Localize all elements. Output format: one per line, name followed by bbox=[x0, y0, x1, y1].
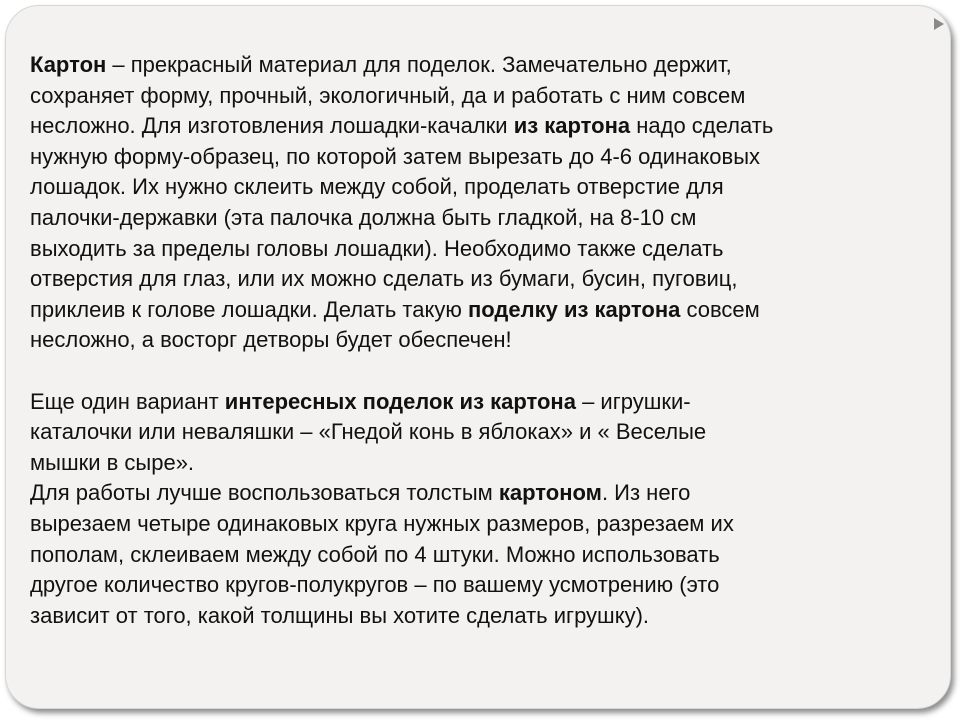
text-line bbox=[30, 234, 910, 265]
text-run: зависит от того, какой толщины вы хотите сделать игрушку). bbox=[30, 602, 650, 628]
text-line bbox=[30, 142, 910, 173]
text-run: – игрушки- bbox=[575, 388, 691, 414]
text-run: несложно. Для изготовления лошадки-качалки bbox=[30, 113, 514, 139]
text-line bbox=[30, 570, 910, 601]
text-run: мышки в сыре». bbox=[30, 449, 195, 475]
text-line bbox=[30, 325, 910, 356]
text-line bbox=[30, 111, 910, 142]
text-run: – прекрасный материал для поделок. Замечательно держит, bbox=[106, 52, 732, 77]
text-line bbox=[30, 264, 910, 295]
text-run: палочки-державки (эта палочка должна быть гладкой, на 8-10 см bbox=[30, 204, 697, 230]
text-run: лошадок. Их нужно склеить между собой, проделать отверстие для bbox=[30, 174, 724, 200]
paragraph-toys bbox=[30, 387, 910, 479]
corner-triangle-icon bbox=[930, 16, 946, 32]
text-line bbox=[30, 203, 910, 234]
text-line bbox=[30, 172, 910, 203]
text-line bbox=[30, 540, 910, 571]
paragraph-instructions bbox=[30, 478, 910, 631]
text-line bbox=[30, 448, 910, 479]
text-run: . Из него bbox=[601, 480, 691, 506]
paragraph-spacer bbox=[30, 356, 910, 387]
bold-term: из картона bbox=[513, 113, 631, 139]
text-run: отверстия для глаз, или их можно сделать из бумаги, бусин, пуговиц, bbox=[30, 266, 738, 292]
body-text bbox=[30, 50, 910, 631]
bold-term: поделку из картона bbox=[467, 296, 681, 322]
text-line bbox=[30, 295, 910, 326]
bold-term: Картон bbox=[30, 52, 107, 77]
text-run: несложно, а восторг детворы будет обеспечен! bbox=[30, 327, 512, 353]
text-run: Для работы лучше воспользоваться толстым bbox=[30, 480, 499, 506]
text-run: вырезаем четыре одинаковых круга нужных размеров, разрезаем их bbox=[30, 510, 734, 536]
text-run: Еще один вариант bbox=[30, 388, 225, 414]
text-run: сохраняет форму, прочный, экологичный, да и работать с ним совсем bbox=[30, 82, 746, 108]
text-run: пополам, склеиваем между собой по 4 штуки. Можно использовать bbox=[30, 541, 720, 567]
text-line bbox=[30, 81, 910, 112]
bold-term: интересных поделок из картона bbox=[224, 388, 576, 414]
text-line bbox=[30, 509, 910, 540]
text-run: другое количество кругов-полукругов – по вашему усмотрению (это bbox=[30, 572, 720, 598]
text-run: совсем bbox=[680, 296, 760, 322]
text-line bbox=[30, 50, 910, 81]
text-line bbox=[30, 478, 910, 509]
text-run: каталочки или неваляшки – «Гнедой конь в яблоках» и « Веселые bbox=[30, 419, 707, 445]
text-run: нужную форму-образец, по которой затем вырезать до 4-6 одинаковых bbox=[30, 143, 761, 169]
paragraph-horse bbox=[30, 50, 910, 356]
text-line bbox=[30, 417, 910, 448]
bold-term: картоном bbox=[498, 480, 602, 506]
text-run: приклеив к голове лошадки. Делать такую bbox=[30, 296, 468, 322]
text-line bbox=[30, 387, 910, 418]
text-line bbox=[30, 601, 910, 632]
text-run: выходить за пределы головы лошадки). Необходимо также сделать bbox=[30, 235, 724, 261]
text-run: надо сделать bbox=[630, 113, 774, 139]
